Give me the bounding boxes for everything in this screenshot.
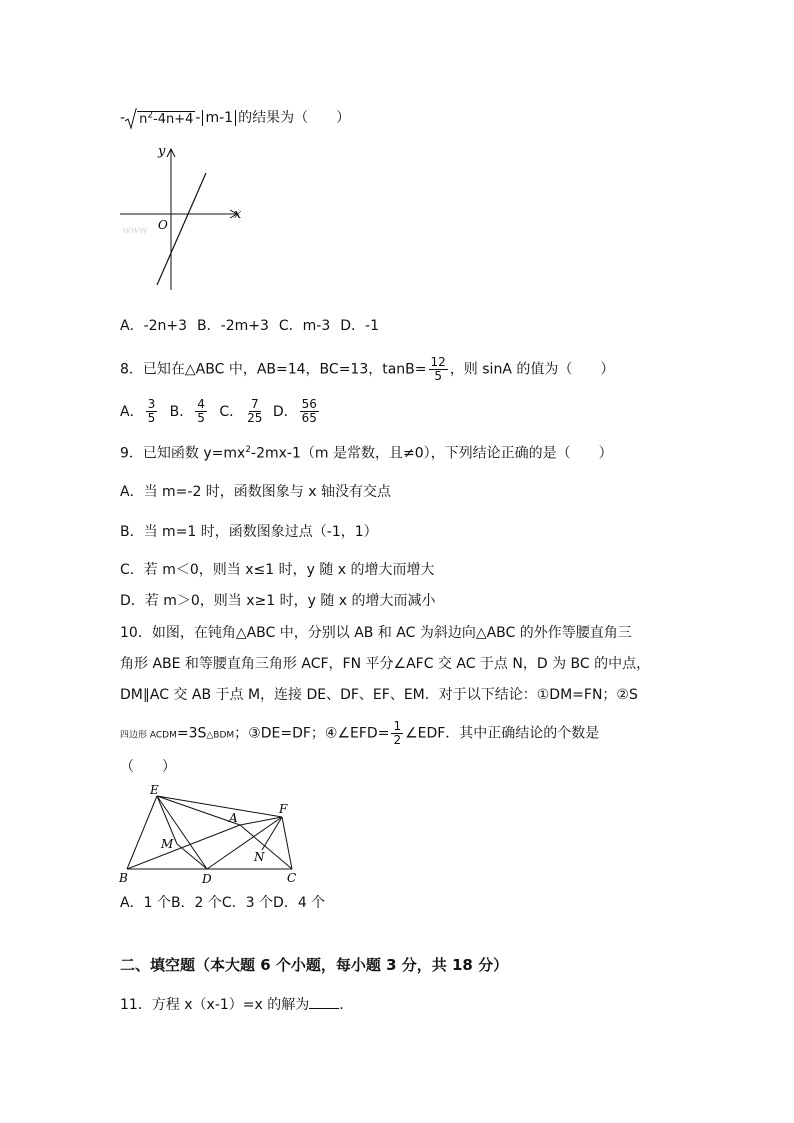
q7-minus: - xyxy=(120,110,126,127)
q7-stem-tail: 的结果为（ ） xyxy=(238,110,351,127)
q10-line-1: 10．如图，在钝角△ABC 中，分别以 AB 和 AC 为斜边向△ABC 的外作等腰直角三 xyxy=(120,625,632,641)
q10-line-4: 四边形 ACDM=3S△BDM；③DE=DF；④∠EFD= $\frac{1}{2}$ ∠EDF．其中正确结论的个数是 xyxy=(120,719,600,747)
q8-option-b: B． $\frac{4}{5}$ xyxy=(169,397,205,425)
q10-option-b: B．2 个 xyxy=(170,895,222,911)
q8-stem: 8．已知在△ABC 中，AB=14，BC=13，tanB= $\frac{12}{5}$ ，则 sinA 的值为（ ） xyxy=(120,355,615,383)
label-f: F xyxy=(279,802,288,816)
q9-option-c: C．若 m＜0，则当 x≤1 时，y 随 x 的增大而增大 xyxy=(120,562,435,578)
segment-ea xyxy=(157,796,240,825)
q7-origin-label: O xyxy=(158,218,168,232)
q9-option-b: B．当 m=1 时，函数图象过点（-1，1） xyxy=(120,524,378,540)
q7-watermark: www xyxy=(122,225,148,236)
q11-answer-blank xyxy=(309,994,339,1009)
segment-be xyxy=(127,796,157,869)
q11-stem: 11．方程 x（x-1）=x 的解为 ． xyxy=(120,994,353,1015)
label-a: A xyxy=(229,811,238,825)
q7-mid-minus: - xyxy=(195,110,201,127)
q7-option-a: A．-2n+3 xyxy=(120,318,188,334)
q7-radicand: $n^2-4n+4$ xyxy=(139,111,194,128)
segment-ef xyxy=(157,796,282,817)
q7-stem xyxy=(120,106,350,130)
q10-subscript-quad: 四边形 ACDM xyxy=(120,730,177,741)
label-n: N xyxy=(254,850,265,864)
q7-option-b: B．-2m+3 xyxy=(197,318,269,334)
segment-ed xyxy=(157,796,207,869)
q7-y-label: y xyxy=(158,144,166,159)
label-d: D xyxy=(202,872,212,886)
q7-options xyxy=(120,316,379,336)
q10-option-c: C．3 个 xyxy=(221,895,274,911)
q9-stem: 9．已知函数 $y=mx^2-2mx-1(m$ 是常数，且≠0），下列结论正确的是（ ） xyxy=(120,445,613,462)
sqrt-sign-icon xyxy=(125,108,137,130)
q7-graph xyxy=(112,140,252,300)
q10-line-2: 角形 ABE 和等腰直角三角形 ACF，FN 平分∠AFC 交 AC 于点 N，D 为 BC 的中点， xyxy=(120,656,651,672)
q7-abs: m-1 xyxy=(202,110,236,126)
q9-option-d: D．若 m＞0，则当 x≥1 时，y 随 x 的增大而减小 xyxy=(120,593,436,609)
label-m: M xyxy=(161,837,174,851)
segment-ba xyxy=(127,825,240,869)
q10-option-a: A．1 个 xyxy=(120,895,171,911)
q10-figure xyxy=(112,782,312,887)
q8-tan-fraction: $\frac{12}{5}$ xyxy=(430,355,446,383)
q8-option-d: D． $\frac{56}{65}$ xyxy=(272,397,317,425)
q7-sqrt xyxy=(125,106,195,130)
segment-fn xyxy=(262,817,282,850)
q7-option-c: C．m-3 xyxy=(278,318,331,334)
q10-line-3: DM∥AC 交 AB 于点 M，连接 DE、DF、EF、EM．对于以下结论：①DM=FN；②S xyxy=(120,687,638,703)
label-c: C xyxy=(287,871,297,885)
q10-line-5: （ ） xyxy=(120,759,176,775)
q8-options xyxy=(120,398,321,425)
q10-subscript-tri: △BDM xyxy=(206,730,235,741)
q8-option-c: C． $\frac{7}{25}$ xyxy=(219,397,263,425)
q10-option-d: D．4 个 xyxy=(273,895,326,911)
q7-option-d: D．-1 xyxy=(340,318,380,334)
q10-options xyxy=(120,893,325,913)
segment-df xyxy=(207,817,282,869)
q9-option-a: A．当 m=-2 时，函数图象与 x 轴没有交点 xyxy=(120,484,391,500)
q7-x-label: x xyxy=(234,207,242,222)
label-b: B xyxy=(119,871,128,885)
segment-ac xyxy=(240,825,292,869)
label-e: E xyxy=(150,783,159,797)
section-2-heading: 二、填空题（本大题 6 个小题，每小题 3 分，共 18 分） xyxy=(120,956,509,974)
q10-fraction: $\frac{1}{2}$ xyxy=(393,719,402,747)
q8-option-a: A． $\frac{3}{5}$ xyxy=(120,397,156,425)
